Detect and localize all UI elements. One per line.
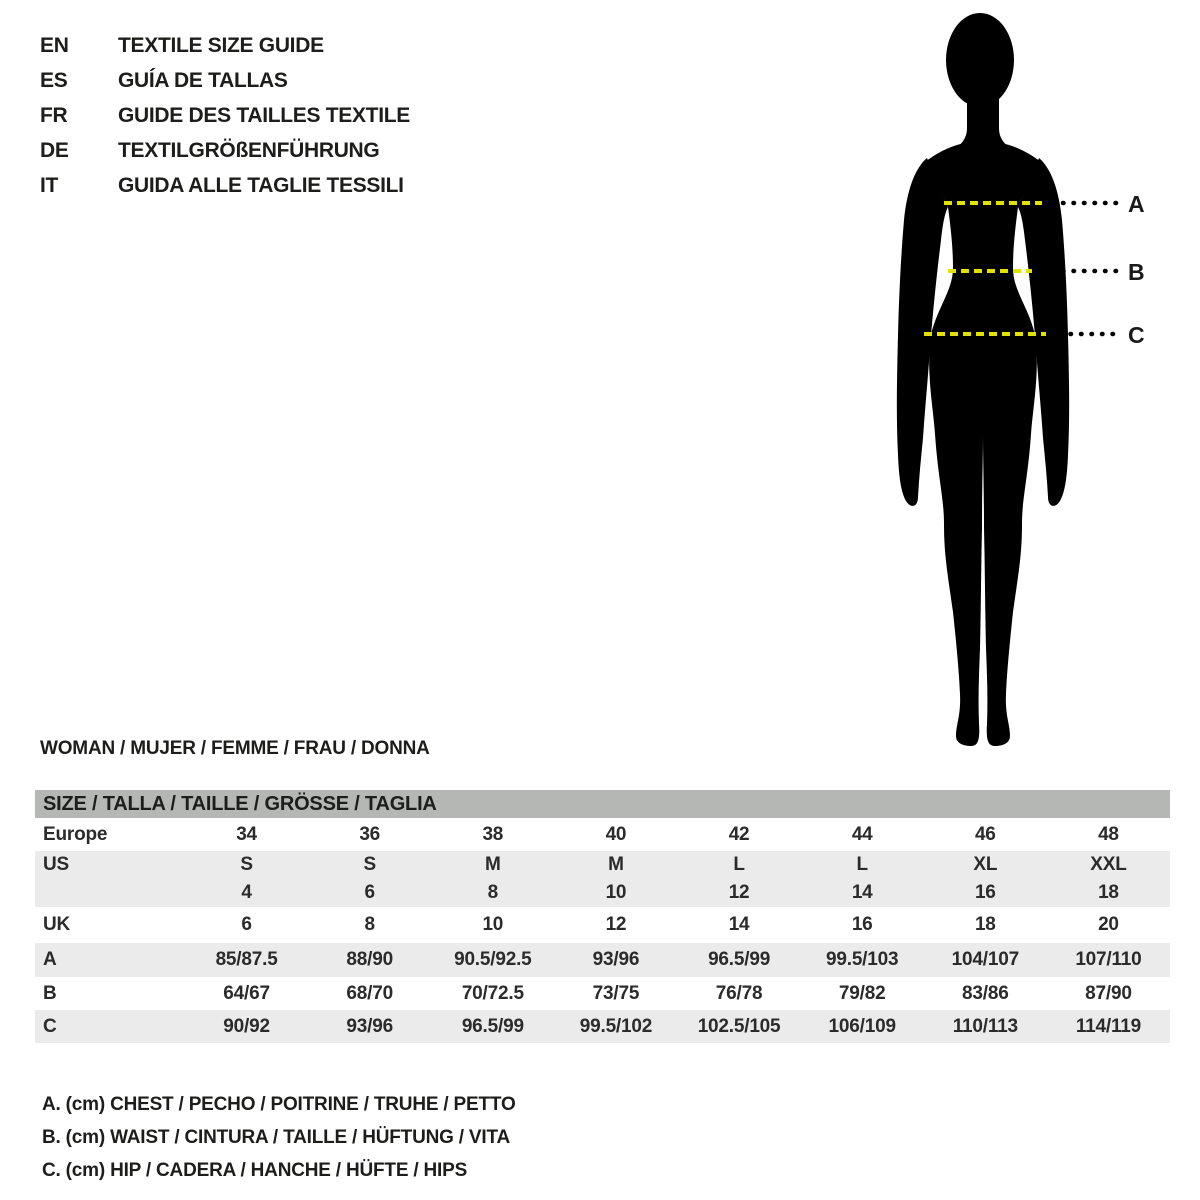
table-row (35, 1010, 1170, 1043)
size-cell: S (363, 854, 376, 875)
waist-marker-label: B (1128, 259, 1145, 285)
size-cell: 99.5/103 (826, 949, 899, 970)
size-cell: 85/87.5 (215, 949, 278, 970)
size-cell: 12 (605, 914, 627, 935)
size-cell: 44 (851, 823, 873, 845)
size-cell: 18 (1098, 882, 1119, 903)
chest-marker-label: A (1128, 191, 1145, 217)
legend-item: A. (cm) CHEST / PECHO / POITRINE / TRUHE / PETTO (42, 1094, 516, 1115)
table-row (35, 943, 1170, 977)
section-title: WOMAN / MUJER / FEMME / FRAU / DONNA (40, 738, 430, 759)
hip-marker-label: C (1128, 322, 1145, 348)
language-row (40, 168, 410, 203)
size-cell: 93/96 (592, 949, 640, 970)
size-cell: 8 (487, 882, 498, 903)
row-label: B (43, 982, 57, 1004)
size-cell: 12 (728, 882, 750, 903)
legend-item: B. (cm) WAIST / CINTURA / TAILLE / HÜFTUNG / VITA (42, 1127, 510, 1148)
row-label: C (43, 1015, 57, 1037)
size-cell: 42 (728, 823, 750, 845)
language-title: TEXTILGRÖßENFÜHRUNG (118, 138, 380, 162)
size-cell: M (484, 854, 501, 875)
size-cell: 8 (364, 914, 375, 935)
language-row (40, 98, 410, 133)
size-cell: 83/86 (962, 982, 1009, 1004)
size-cell: 36 (359, 823, 381, 845)
size-cell: 38 (482, 823, 504, 845)
size-cell: 20 (1098, 914, 1119, 935)
size-table (35, 790, 1170, 1043)
size-cell: L (856, 854, 868, 875)
language-code: DE (40, 138, 69, 162)
size-table-header: SIZE / TALLA / TAILLE / GRÖSSE / TAGLIA (35, 790, 1170, 818)
size-cell: 114/119 (1075, 1015, 1142, 1037)
size-cell: 14 (728, 914, 750, 935)
size-cell: 10 (605, 882, 627, 903)
size-cell: 96.5/99 (708, 949, 771, 970)
size-cell: 87/90 (1085, 982, 1132, 1004)
size-cell: S (240, 854, 253, 875)
language-code: EN (40, 33, 69, 57)
size-cell: 96.5/99 (461, 1015, 524, 1037)
row-label: US (43, 854, 69, 875)
size-cell: 16 (851, 914, 873, 935)
row-label (35, 879, 185, 907)
language-title: GUIDE DES TAILLES TEXTILE (118, 103, 410, 127)
size-cell: 34 (236, 823, 257, 845)
language-row (40, 28, 410, 63)
language-list (40, 28, 410, 203)
language-title: GUIDA ALLE TAGLIE TESSILI (118, 173, 404, 197)
size-cell: 73/75 (592, 982, 640, 1004)
woman-silhouette-icon (897, 13, 1069, 746)
language-row (40, 63, 410, 98)
language-code: ES (40, 68, 68, 92)
size-cell: 46 (974, 823, 996, 845)
language-code: FR (40, 103, 68, 127)
size-cell: 48 (1098, 823, 1119, 845)
size-cell: 110/113 (952, 1015, 1018, 1037)
size-cell: M (608, 854, 624, 875)
size-cell: 79/82 (838, 982, 886, 1004)
size-cell: 90/92 (223, 1015, 270, 1037)
size-cell: 4 (241, 882, 252, 903)
row-label: A (43, 949, 57, 970)
size-cell: 14 (851, 882, 873, 903)
measurement-legend (42, 1088, 516, 1187)
size-cell: 76/78 (715, 982, 763, 1004)
size-cell: 6 (241, 914, 252, 935)
size-cell: 68/70 (346, 982, 393, 1004)
legend-item: C. (cm) HIP / CADERA / HANCHE / HÜFTE / HIPS (42, 1160, 468, 1181)
size-cell: 18 (974, 914, 996, 935)
size-cell: 99.5/102 (579, 1015, 653, 1037)
language-title: GUÍA DE TALLAS (118, 68, 288, 92)
size-cell: 106/109 (828, 1015, 896, 1037)
table-row (35, 907, 1170, 943)
table-row (35, 818, 1170, 851)
language-code: IT (40, 173, 59, 197)
size-cell: 6 (364, 882, 375, 903)
row-label: UK (43, 914, 71, 935)
table-row (35, 977, 1170, 1010)
row-label: Europe (43, 823, 108, 845)
table-row (35, 851, 1170, 879)
language-title: TEXTILE SIZE GUIDE (118, 33, 324, 57)
size-cell: 90.5/92.5 (454, 949, 532, 970)
size-cell: 40 (605, 823, 627, 845)
size-cell: 104/107 (951, 949, 1019, 970)
size-cell: 93/96 (346, 1015, 393, 1037)
silhouette-torso-legs (925, 141, 1041, 746)
size-cell: XL (973, 854, 998, 875)
size-cell: L (733, 854, 745, 875)
size-cell: 10 (482, 914, 504, 935)
size-cell: XXL (1090, 854, 1127, 875)
size-table-header-row (35, 790, 1170, 818)
language-row (40, 133, 410, 168)
measurement-figure (880, 10, 1170, 750)
size-cell: 16 (974, 882, 996, 903)
size-cell: 64/67 (223, 982, 270, 1004)
table-row (35, 879, 1170, 907)
size-cell: 107/110 (1075, 949, 1142, 970)
size-cell: 88/90 (346, 949, 393, 970)
size-cell: 70/72.5 (461, 982, 524, 1004)
measurement-figure-svg (880, 10, 1170, 750)
size-cell: 102.5/105 (697, 1015, 781, 1037)
